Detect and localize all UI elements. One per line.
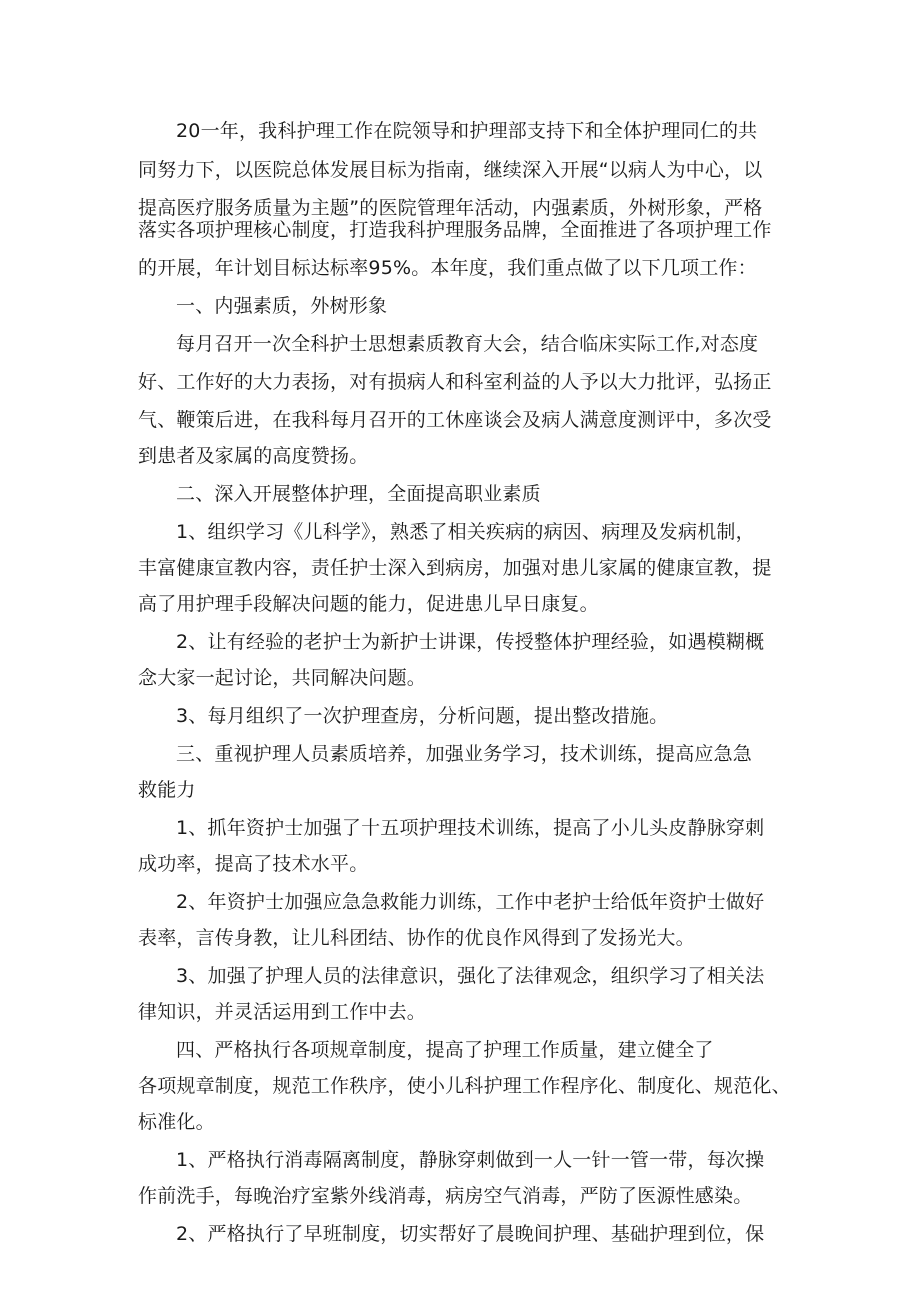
text-line: 丰富健康宣教内容，责任护士深入到病房，加强对患儿家属的健康宣教，提 bbox=[138, 557, 772, 579]
text-line: 3、每月组织了一次护理查房，分析问题，提出整改措施。 bbox=[176, 705, 669, 727]
text-line: 2、年资护士加强应急急救能力训练，工作中老护士给低年资护士做好 bbox=[176, 891, 765, 913]
section-heading: 一、内强素质，外树形象 bbox=[176, 295, 388, 317]
text-line: 1、严格执行消毒隔离制度，静脉穿刺做到一人一针一管一带，每次操 bbox=[176, 1149, 765, 1171]
text-line: 同努力下，以医院总体发展目标为指南，继续深入开展“以病人为中心，以 bbox=[138, 159, 763, 181]
text-line: 作前洗手，每晚治疗室紫外线消毒，病房空气消毒，严防了医源性感染。 bbox=[138, 1185, 753, 1207]
text-line: 1、抓年资护士加强了十五项护理技术训练，提高了小儿头皮静脉穿刺 bbox=[176, 817, 765, 839]
text-line: 到患者及家属的高度赞扬。 bbox=[138, 445, 369, 467]
text-line: 每月召开一次全科护士思想素质教育大会，结合临床实际工作,对态度 bbox=[176, 333, 759, 355]
text-line: 标准化。 bbox=[138, 1111, 215, 1133]
section-heading: 救能力 bbox=[138, 779, 196, 801]
text-line: 的开展，年计划目标达标率95%。本年度，我们重点做了以下几项工作： bbox=[138, 257, 757, 279]
text-line: 念大家一起讨论，共同解决问题。 bbox=[138, 667, 427, 689]
section-heading: 三、重视护理人员素质培养，加强业务学习，技术训练，提高应急急 bbox=[176, 743, 753, 765]
text-line: 2、让有经验的老护士为新护士讲课，传授整体护理经验，如遇模糊概 bbox=[176, 631, 765, 653]
text-line: 气、鞭策后进，在我科每月召开的工休座谈会及病人满意度测评中，多次受 bbox=[138, 409, 772, 431]
text-line: 各项规章制度，规范工作秩序，使小儿科护理工作程序化、制度化、规范化、 bbox=[138, 1075, 791, 1097]
text-line: 20一年，我科护理工作在院领导和护理部支持下和全体护理同仁的共 bbox=[176, 120, 758, 142]
text-line: 成功率，提高了技术水平。 bbox=[138, 853, 369, 875]
section-heading: 二、深入开展整体护理，全面提高职业素质 bbox=[176, 483, 541, 505]
text-line: 好、工作好的大力表扬，对有损病人和科室利益的人予以大力批评，弘扬正 bbox=[138, 371, 772, 393]
text-line: 2、严格执行了早班制度，切实帮好了晨晚间护理、基础护理到位，保 bbox=[176, 1223, 765, 1245]
text-line: 高了用护理手段解决问题的能力，促进患儿早日康复。 bbox=[138, 593, 599, 615]
text-line: 律知识，并灵活运用到工作中去。 bbox=[138, 1001, 427, 1023]
text-line: 落实各项护理核心制度，打造我科护理服务品牌，全面推进了各项护理工作 bbox=[138, 219, 772, 241]
text-line: 3、加强了护理人员的法律意识，强化了法律观念，组织学习了相关法 bbox=[176, 965, 765, 987]
text-line: 提高医疗服务质量为主题”的医院管理年活动，内强素质，外树形象，严格 bbox=[138, 197, 763, 219]
section-heading: 四、严格执行各项规章制度，提高了护理工作质量，建立健全了 bbox=[176, 1039, 714, 1061]
text-line: 表率，言传身教，让儿科团结、协作的优良作风得到了发扬光大。 bbox=[138, 927, 695, 949]
text-line: 1、组织学习《儿科学》，熟悉了相关疾病的病因、病理及发病机制， bbox=[176, 521, 755, 543]
